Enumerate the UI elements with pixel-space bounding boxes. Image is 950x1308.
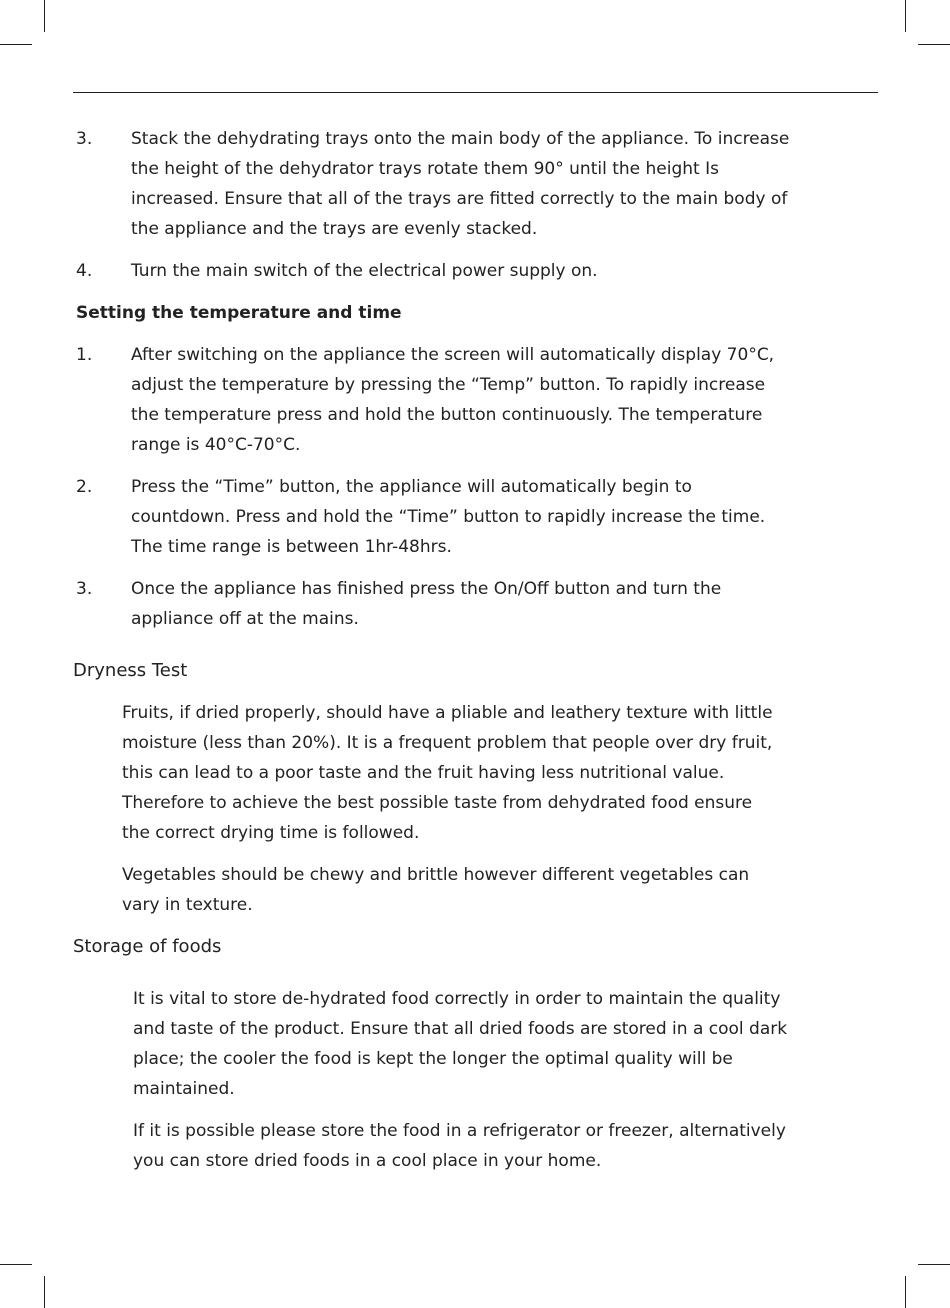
section-heading-dryness-test: Dryness Test xyxy=(73,660,188,681)
step-number: 2. xyxy=(76,477,93,497)
storage-paragraph: It is vital to store de-hydrated food correctly in order to maintain the quality and taste of the product. Ensure that all dried foods are stored in a cool dark place; the cooler the food is kept the longer the optimal quality will be maintained. xyxy=(133,989,788,1099)
crop-mark-top-left-horizontal xyxy=(0,44,32,45)
dryness-paragraph: Fruits, if dried properly, should have a pliable and leathery texture with little moisture (less than 20%). It is a frequent problem that people over dry fruit, this can lead to a poor taste and the fruit having less nutritional value. Therefore to achieve the best possible taste from dehydrated food ensure the correct drying time is followed. xyxy=(122,703,773,843)
crop-mark-bottom-left-horizontal xyxy=(0,1264,32,1265)
step-number: 1. xyxy=(76,345,93,365)
step-number: 3. xyxy=(76,129,93,149)
crop-mark-bottom-left-vertical xyxy=(44,1276,45,1308)
step-text: Stack the dehydrating trays onto the main body of the appliance. To increase the height of the dehydrator trays rotate them 90° until the height Is increased. Ensure that all of the trays are fitted correctly to the main body of the appliance and the trays are evenly stacked. xyxy=(131,129,790,239)
crop-mark-bottom-right-horizontal xyxy=(918,1264,950,1265)
section-heading-temperature-time: Setting the temperature and time xyxy=(76,303,402,323)
crop-mark-bottom-right-vertical xyxy=(905,1276,906,1308)
storage-paragraph: If it is possible please store the food in a refrigerator or freezer, alternatively you can store dried foods in a cool place in your home. xyxy=(133,1121,786,1171)
step-number: 3. xyxy=(76,579,93,599)
step-text: Turn the main switch of the electrical power supply on. xyxy=(131,261,598,281)
step-text: Press the “Time” button, the appliance will automatically begin to countdown. Press and hold the “Time” button to rapidly increase the time. The time range is between 1hr-48hrs. xyxy=(131,477,766,557)
header-rule xyxy=(73,92,878,93)
step-text: Once the appliance has finished press the On/Off button and turn the appliance off at the mains. xyxy=(131,579,722,629)
section-heading-storage: Storage of foods xyxy=(73,936,222,957)
crop-mark-top-left-vertical xyxy=(44,0,45,32)
step-text: After switching on the appliance the screen will automatically display 70°C, adjust the temperature by pressing the “Temp” button. To rapidly increase the temperature press and hold the button continuously. The temperature range is 40°C-70°C. xyxy=(131,345,775,455)
step-number: 4. xyxy=(76,261,93,281)
crop-mark-top-right-vertical xyxy=(905,0,906,32)
crop-mark-top-right-horizontal xyxy=(918,44,950,45)
dryness-paragraph: Vegetables should be chewy and brittle however different vegetables can vary in texture. xyxy=(122,865,750,915)
